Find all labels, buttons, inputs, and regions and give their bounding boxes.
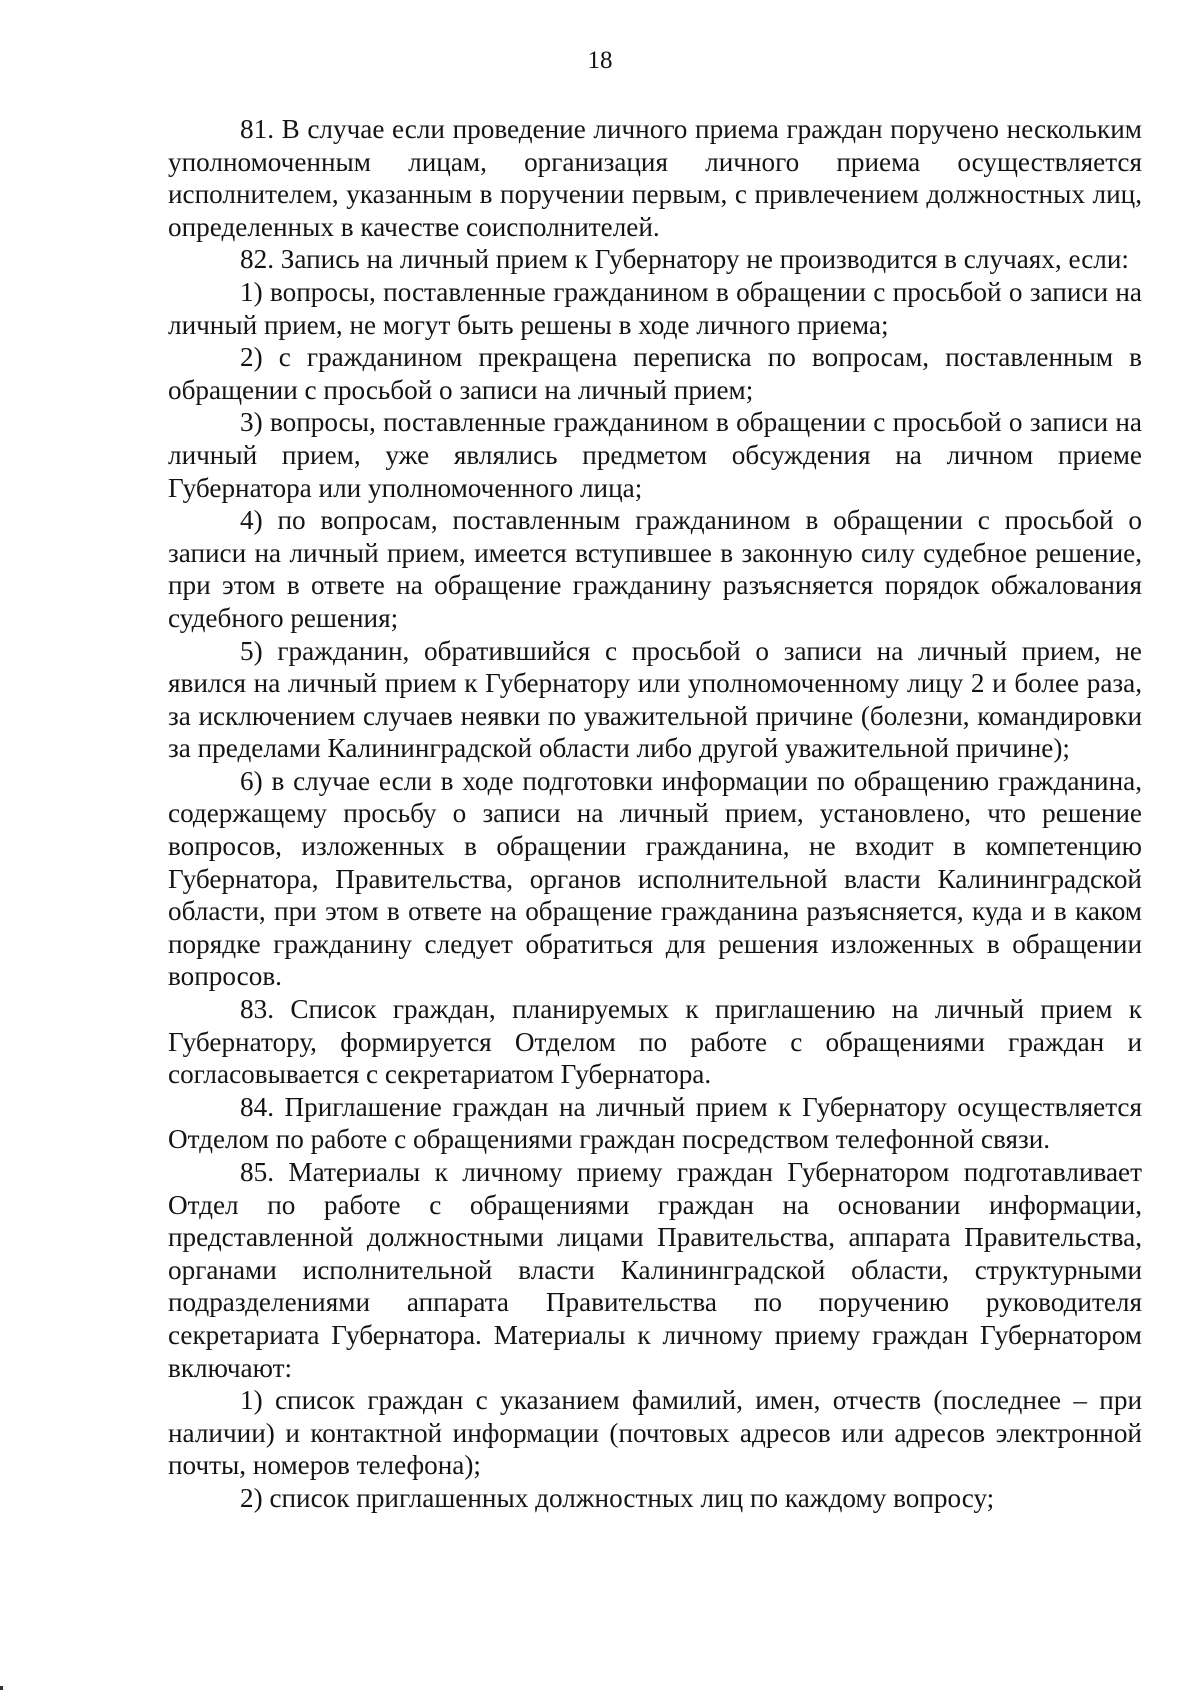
paragraph-85: 85. Материалы к личному приему граждан Губернатором подготавливает Отдел по работе с обращениями граждан на основании информации, представленной должностными лицами Правительства, аппарата Правительства, органами исполнительной власти Калининградской области, структурными подразделениями аппарата Правительства по поручению руководителя секретариата Губернатора. Материалы к личному приему граждан Губернатором включают: [168,1157,1142,1383]
paragraph-84: 84. Приглашение граждан на личный прием к Губернатору осуществляется Отделом по работе с обращениями граждан посредством телефонной связи. [168,1091,1142,1155]
paragraph-83: 83. Список граждан, планируемых к приглашению на личный прием к Губернатору, формируется Отделом по работе с обращениями граждан и согласовывается с секретариатом Губернатора. [168,994,1142,1090]
document-body [168,113,1142,1515]
paragraph-82: 82. Запись на личный прием к Губернатору не производится в случаях, если: [240,244,1129,275]
paragraph-82-item-5: 5) гражданин, обратившийся с просьбой о записи на личный прием, не явился на личный прием к Губернатору или уполномоченному лицу 2 и более раза, за исключением случаев неявки по уважительной причине (болезни, командировки за пределами Калининградской области либо другой уважительной причине); [168,635,1142,764]
paragraph-82-item-1: 1) вопросы, поставленные гражданином в обращении с просьбой о записи на личный прием, не могут быть решены в ходе личного приема; [168,276,1142,340]
paragraph-85-item-1: 1) список граждан с указанием фамилий, имен, отчеств (последнее – при наличии) и контактной информации (почтовых адресов или адресов электронной почты, номеров телефона); [168,1385,1142,1481]
paragraph-82-item-6: 6) в случае если в ходе подготовки информации по обращению гражданина, содержащему просьбу о записи на личный прием, установлено, что решение вопросов, изложенных в обращении гражданина, не входит в компетенцию Губернатора, Правительства, органов исполнительной власти Калининградской области, при этом в ответе на обращение гражданина разъясняется, куда и в каком порядке гражданину следует обратиться для решения изложенных в обращении вопросов. [168,765,1142,992]
paragraph-81: 81. В случае если проведение личного приема граждан поручено нескольким уполномоченным лицам, организация личного приема осуществляется исполнителем, указанным в поручении первым, с привлечением должностных лиц, определенных в качестве соисполнителей. [168,114,1142,242]
paragraph-82-item-4: 4) по вопросам, поставленным гражданином в обращении с просьбой о записи на личный прием, имеется вступившее в законную силу судебное решение, при этом в ответе на обращение гражданину разъясняется порядок обжалования судебного решения; [168,505,1142,633]
paragraph-85-item-2: 2) список приглашенных должностных лиц по каждому вопросу; [240,1482,995,1513]
paragraph-82-item-3: 3) вопросы, поставленные гражданином в обращении с просьбой о записи на личный прием, уже являлись предметом обсуждения на личном приеме Губернатора или уполномоченного лица; [168,407,1142,503]
paragraph-82-item-2: 2) с гражданином прекращена переписка по вопросам, поставленным в обращении с просьбой о записи на личный прием; [168,342,1142,405]
scan-artifact-mark [0,1686,3,1690]
page-number: 18 [587,47,613,74]
